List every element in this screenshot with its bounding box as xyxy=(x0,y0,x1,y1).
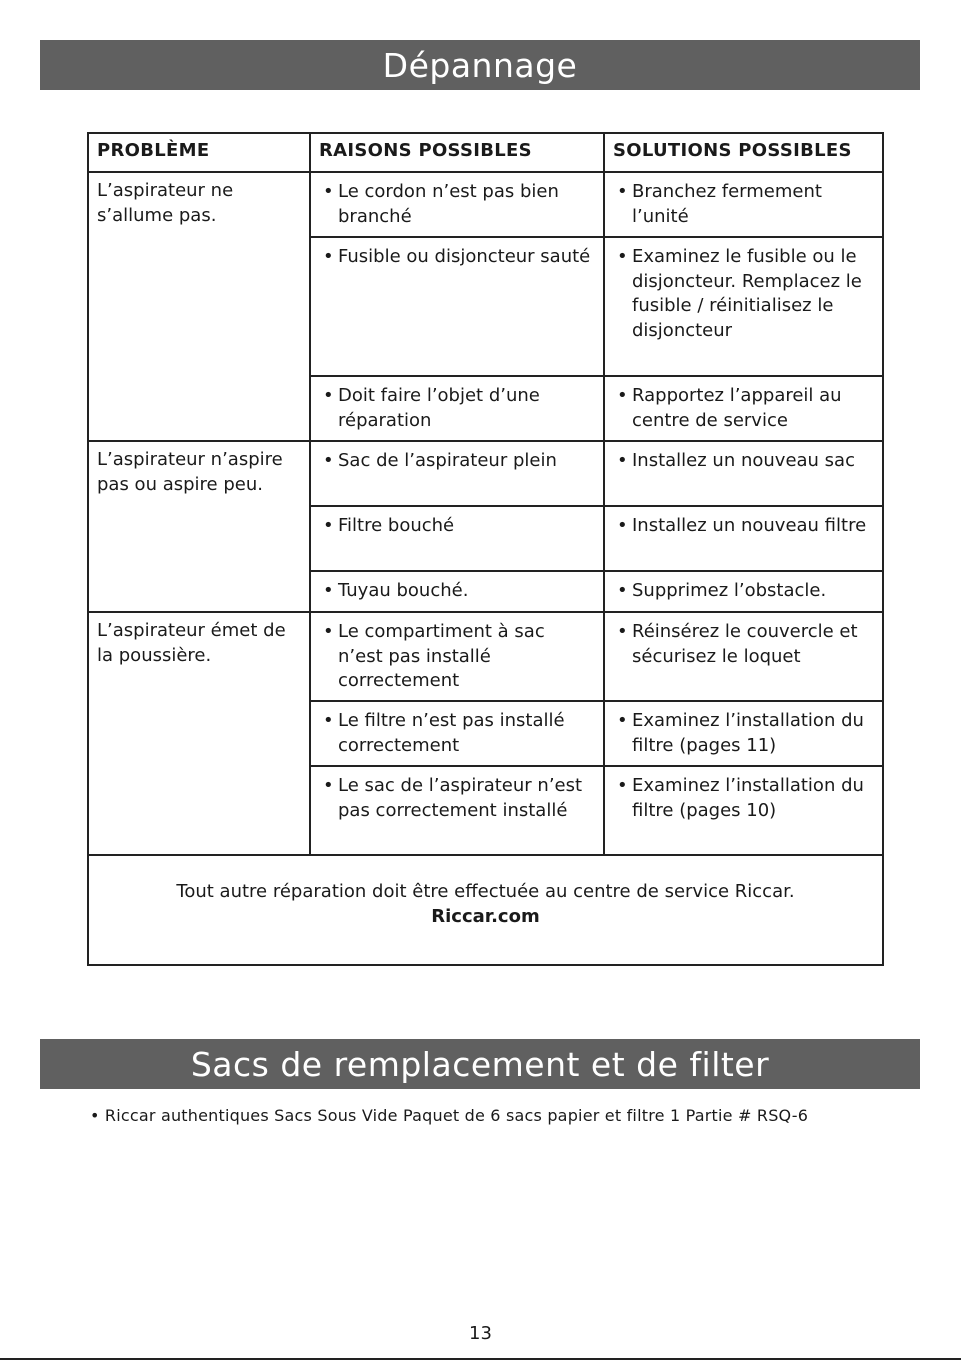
bullet: • xyxy=(323,580,334,601)
reason-cell xyxy=(310,172,604,237)
reason-text: Le compartiment à sac n’est pas installé correctement xyxy=(338,621,545,691)
bottom-rule xyxy=(0,1358,961,1360)
riccar-link[interactable]: Riccar.com xyxy=(431,905,540,927)
reason-cell xyxy=(310,441,604,506)
problem-text: L’aspirateur ne s’allume pas. xyxy=(97,180,234,226)
solution-cell xyxy=(604,237,883,376)
reason-text: Le sac de l’aspirateur n’est pas correctement installé xyxy=(338,775,583,821)
solution-text: Rapportez l’appareil au centre de service xyxy=(632,385,842,431)
solution-cell xyxy=(604,766,883,855)
reason-text: Sac de l’aspirateur plein xyxy=(338,450,557,471)
header-probleme: PROBLÈME xyxy=(88,133,310,172)
bullet: • xyxy=(323,181,334,202)
bullet: • xyxy=(323,775,334,796)
bullet: • xyxy=(323,621,334,642)
bullet: • xyxy=(617,515,628,536)
reason-text: Tuyau bouché. xyxy=(338,580,469,601)
bullet: • xyxy=(323,385,334,406)
replacement-parts-item: • Riccar authentiques Sacs Sous Vide Paquet de 6 sacs papier et filtre 1 Partie # RSQ-6 xyxy=(90,1106,809,1125)
solution-text: Branchez fermement l’unité xyxy=(632,181,822,227)
table-row xyxy=(88,441,883,506)
solution-text: Examinez l’installation du filtre (pages 10) xyxy=(632,775,864,821)
reason-text: Doit faire l’objet d’une réparation xyxy=(338,385,540,431)
reason-cell xyxy=(310,701,604,766)
reason-text: Fusible ou disjoncteur sauté xyxy=(338,246,591,267)
bullet: • xyxy=(617,385,628,406)
page-number: 13 xyxy=(469,1323,492,1344)
bullet: • xyxy=(617,621,628,642)
bullet: • xyxy=(617,710,628,731)
reason-text: Le cordon n’est pas bien branché xyxy=(338,181,559,227)
problem-text: L’aspirateur émet de la poussière. xyxy=(97,620,286,666)
header-raisons: RAISONS POSSIBLES xyxy=(310,133,604,172)
solution-cell xyxy=(604,571,883,612)
reason-cell xyxy=(310,571,604,612)
troubleshooting-table xyxy=(87,132,884,966)
header-solutions: SOLUTIONS POSSIBLES xyxy=(604,133,883,172)
table-row xyxy=(88,612,883,701)
footer-text: Tout autre réparation doit être effectuée au centre de service Riccar. xyxy=(176,881,795,902)
reason-cell xyxy=(310,612,604,701)
table-header-row xyxy=(88,133,883,172)
bullet: • xyxy=(617,775,628,796)
bullet: • xyxy=(323,246,334,267)
problem-text: L’aspirateur n’aspire pas ou aspire peu. xyxy=(97,449,283,495)
table-row xyxy=(88,172,883,237)
solution-cell xyxy=(604,701,883,766)
problem-cell xyxy=(88,612,310,855)
solution-text: Examinez l’installation du filtre (pages 11) xyxy=(632,710,864,756)
solution-cell xyxy=(604,441,883,506)
solution-cell xyxy=(604,172,883,237)
bullet: • xyxy=(323,710,334,731)
solution-cell xyxy=(604,612,883,701)
footer-cell xyxy=(88,855,883,965)
reason-cell xyxy=(310,376,604,441)
problem-cell xyxy=(88,172,310,441)
section-title-banner xyxy=(40,1039,920,1089)
bullet: • xyxy=(323,515,334,536)
bullet: • xyxy=(617,246,628,267)
solution-text: Réinsérez le couvercle et sécurisez le loquet xyxy=(632,621,858,667)
reason-cell xyxy=(310,766,604,855)
reason-text: Le filtre n’est pas installé correctement xyxy=(338,710,565,756)
solution-cell xyxy=(604,506,883,571)
solution-text: Supprimez l’obstacle. xyxy=(632,580,827,601)
reason-text: Filtre bouché xyxy=(338,515,455,536)
bullet: • xyxy=(617,450,628,471)
table-footer-row xyxy=(88,855,883,965)
bullet: • xyxy=(617,580,628,601)
solution-text: Installez un nouveau sac xyxy=(632,450,855,471)
problem-cell xyxy=(88,441,310,612)
bullet: • xyxy=(323,450,334,471)
section-title-banner xyxy=(40,40,920,90)
section-title: Sacs de remplacement et de filter xyxy=(190,1044,770,1084)
solution-text: Examinez le fusible ou le disjoncteur. Remplacez le fusible / réinitialisez le disjoncteur xyxy=(632,246,862,341)
solution-cell xyxy=(604,376,883,441)
reason-cell xyxy=(310,237,604,376)
section-title: Dépannage xyxy=(382,45,578,85)
reason-cell xyxy=(310,506,604,571)
solution-text: Installez un nouveau filtre xyxy=(632,515,867,536)
bullet: • xyxy=(617,181,628,202)
